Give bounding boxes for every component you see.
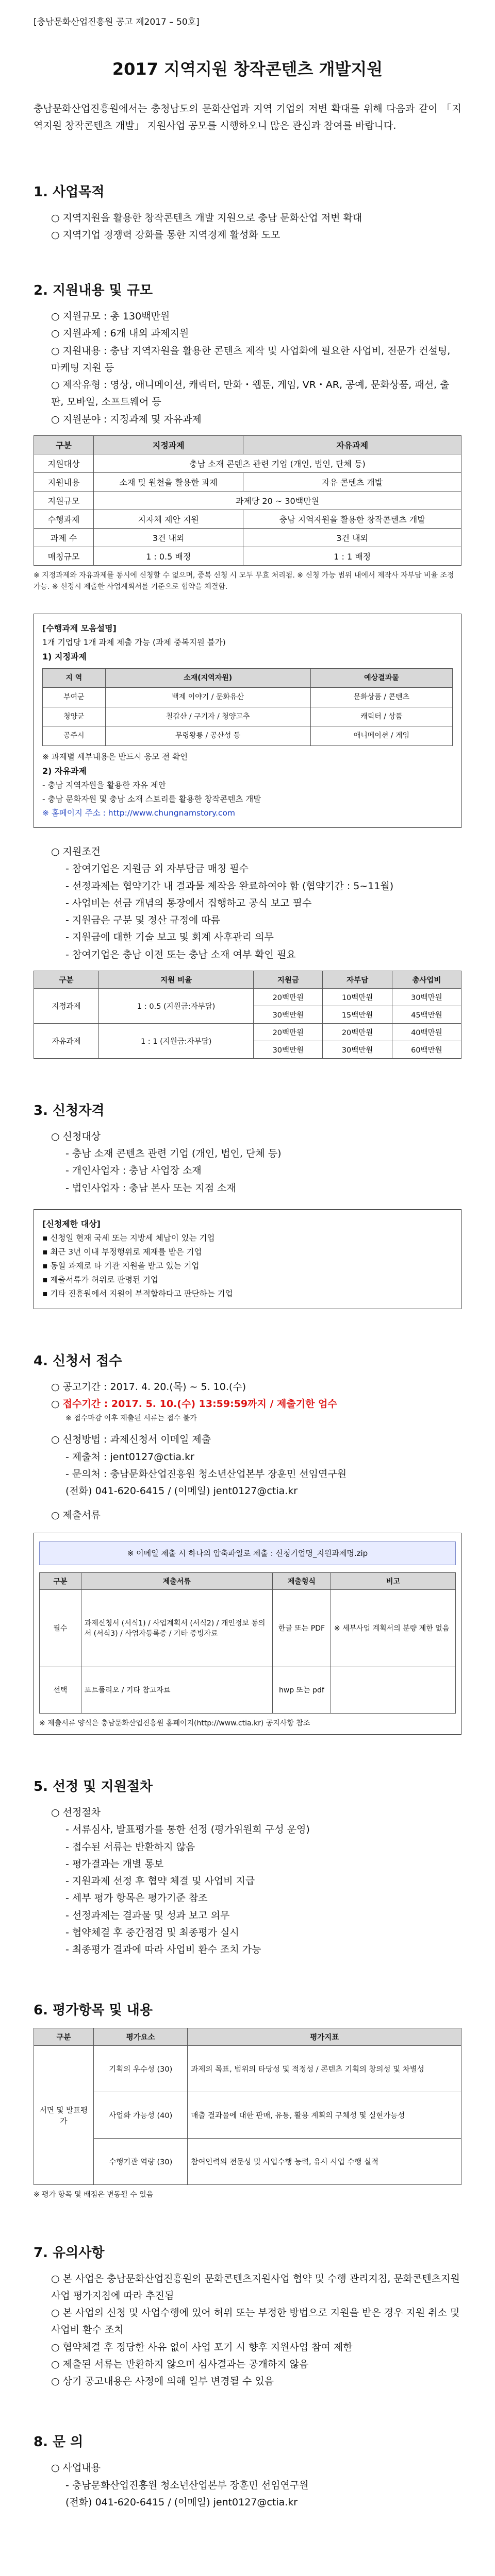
table-header: 구분 <box>40 1572 81 1589</box>
table-cell: 60백만원 <box>392 1041 461 1058</box>
list-item-text: 지역기업 경쟁력 강화를 통한 지역경제 활성화 도모 <box>62 229 280 241</box>
list-item-text: 본 사업의 신청 및 사업수행에 있어 허위 또는 부정한 방법으로 지원을 받은 경우 지원 취소 및 사업비 환수 조치 <box>51 2307 460 2336</box>
section-selection <box>34 1776 461 1958</box>
table-cell: 지원규모 <box>34 491 94 510</box>
list-item: ○ 본 사업은 충남문화산업진흥원의 문화콘텐츠지원사업 협약 및 수행 관리지침, 문화콘텐츠지원사업 평가지침에 따라 추진됨 <box>51 2273 460 2301</box>
table-cell: 지원대상 <box>34 454 94 472</box>
list-item: ○ 지역지원을 활용한 창작콘텐츠 개발 지원으로 충남 문화산업 저변 확대 <box>51 212 362 224</box>
box-line: - 충남 지역자원을 활용한 자유 제안 <box>42 780 166 790</box>
evaluation-table <box>34 2028 461 2185</box>
section-support <box>34 280 461 1059</box>
list-item: - 충남문화산업진흥원 청소년산업본부 장훈민 선임연구원 <box>65 2479 309 2491</box>
table-cell: 청양군 <box>43 707 106 726</box>
table-cell: 필수 <box>40 1589 81 1667</box>
table-header: 비고 <box>331 1572 455 1589</box>
table-cell: 30백만원 <box>392 988 461 1006</box>
box-line: ▪ 최근 3년 이내 부정행위로 제재를 받은 기업 <box>42 1247 202 1257</box>
table-cell: 충남 지역자원을 활용한 창작콘텐츠 개발 <box>243 510 461 528</box>
list-item: ○ 지원규모 : 총 130백만원 <box>51 311 170 322</box>
list-item-text: 지원분야 : 지정과제 및 자유과제 <box>62 413 202 425</box>
designated-task-table <box>42 668 453 746</box>
list-item: ○ 접수기간 : 2017. 5. 10.(수) 13:59:59까지 / 제출기한 엄수 <box>51 1398 337 1410</box>
list-item: ○ 신청대상 <box>51 1130 101 1142</box>
support-conditions <box>34 843 461 963</box>
list-item: ○ 본 사업의 신청 및 사업수행에 있어 허위 또는 부정한 방법으로 지원을 받은 경우 지원 취소 및 사업비 환수 조치 <box>51 2307 460 2336</box>
list-item: ○ 제작유형 : 영상, 애니메이션, 캐릭터, 만화・웹툰, 게임, VR・AR, 공예, 문화상품, 패션, 출판, 모바일, 소프트웨어 등 <box>51 379 450 408</box>
list-item: - 세부 평가 항목은 평가기준 참조 <box>65 1892 208 1904</box>
table-header: 지원금 <box>254 971 323 988</box>
table-cell: 과제당 20 ~ 30백만원 <box>94 491 461 510</box>
table-row <box>43 707 453 726</box>
list-item: ○ 제출된 서류는 반환하지 않으며 심사결과는 공개하지 않음 <box>51 2358 309 2370</box>
list-item: ○ 사업내용 <box>51 2462 101 2474</box>
table-cell: 20백만원 <box>323 1023 392 1041</box>
table-cell: 3건 내외 <box>243 528 461 547</box>
table-header: 제출서류 <box>81 1572 272 1589</box>
list-item: ○ 신청방법 : 과제신청서 이메일 제출 <box>51 1434 211 1446</box>
list-item-text: 제출된 서류는 반환하지 않으며 심사결과는 공개하지 않음 <box>62 2358 309 2370</box>
box-line: 1개 기업당 1개 과제 제출 가능 (과제 중복지원 불가) <box>42 637 226 647</box>
table-header: 총사업비 <box>392 971 461 988</box>
deadline-text: 접수기간 : 2017. 5. 10.(수) 13:59:59까지 / 제출기한 엄수 <box>62 1398 337 1410</box>
section-heading: 3. 신청자격 <box>34 1103 105 1118</box>
table-cell: hwp 또는 pdf <box>272 1667 331 1713</box>
list-item-text: 신청방법 : 과제신청서 이메일 제출 <box>62 1434 211 1446</box>
table-row <box>34 472 461 491</box>
table-header: 제출형식 <box>272 1572 331 1589</box>
table-cell: 수행기관 역량 (30) <box>94 2139 188 2185</box>
list-item: - 지원금은 구분 및 정산 규정에 따름 <box>65 914 221 926</box>
section-evaluation <box>34 1999 461 2200</box>
table-row <box>34 2092 461 2139</box>
list-item-text: 지원내용 : 충남 지역자원을 활용한 콘텐츠 제작 및 사업화에 필요한 사업비, 전문가 컨설팅, 마케팅 지원 등 <box>51 345 451 374</box>
list-item: - 지원금에 대한 기술 보고 및 회계 사후관리 의무 <box>65 931 274 943</box>
table-header: 예상결과물 <box>310 668 452 688</box>
list-item: ○ 상기 공고내용은 사정에 의해 일부 변경될 수 있음 <box>51 2376 274 2387</box>
list-item: ○ 지원내용 : 충남 지역자원을 활용한 콘텐츠 제작 및 사업화에 필요한 사업비, 전문가 컨설팅, 마케팅 지원 등 <box>51 345 451 374</box>
list-item: ○ 협약체결 후 정당한 사유 없이 사업 포기 시 향후 지원사업 참여 제한 <box>51 2341 353 2353</box>
table-cell: 백제 이야기 / 문화유산 <box>105 688 310 707</box>
table-cell: 자유과제 <box>34 1023 99 1058</box>
table-row <box>34 510 461 528</box>
list-item-text: 사업내용 <box>62 2462 101 2474</box>
table-header: 지정과제 <box>94 435 243 454</box>
table-header: 지 역 <box>43 668 106 688</box>
box-line: ※ 과제별 세부내용은 반드시 응모 전 확인 <box>42 752 188 761</box>
list-item: ○ 선정절차 <box>51 1807 101 1819</box>
table-cell: 소재 및 원천을 활용한 과제 <box>94 472 243 491</box>
table-row <box>34 547 461 565</box>
table-cell: 1 : 0.5 (지원금:자부담) <box>99 988 254 1023</box>
table-cell: 10백만원 <box>323 988 392 1006</box>
table-row <box>43 726 453 746</box>
list-item-text: 상기 공고내용은 사정에 의해 일부 변경될 수 있음 <box>62 2376 274 2387</box>
list-item: ○ 지원과제 : 6개 내외 과제지원 <box>51 328 189 340</box>
list-item: - 참여기업은 지원금 외 자부담금 매칭 필수 <box>65 863 249 875</box>
box-line: - 충남 문화자원 및 충남 소재 스토리를 활용한 창작콘텐츠 개발 <box>42 794 261 804</box>
list-item-text: 지역지원을 활용한 창작콘텐츠 개발 지원으로 충남 문화산업 저변 확대 <box>62 212 362 224</box>
table-cell: 선택 <box>40 1667 81 1713</box>
list-item: - 법인사업자 : 충남 본사 또는 지점 소재 <box>65 1182 236 1194</box>
list-item-text: 선정절차 <box>62 1807 101 1819</box>
table-cell: 기획의 우수성 (30) <box>94 2046 188 2092</box>
box-line: ▪ 동일 과제로 타 기관 지원을 받고 있는 기업 <box>42 1261 200 1271</box>
list-item: - 최종평가 결과에 따라 사업비 환수 조치 가능 <box>65 1944 261 1956</box>
box-title: [수행과제 모음설명] <box>42 623 117 633</box>
table-cell: 매칭규모 <box>34 547 94 565</box>
list-item-text: 지원과제 : 6개 내외 과제지원 <box>62 328 189 340</box>
table-row <box>34 1023 461 1041</box>
list-item: - 문의처 : 충남문화산업진흥원 청소년산업본부 장훈민 선임연구원 <box>65 1468 347 1480</box>
section-heading: 2. 지원내용 및 규모 <box>34 283 153 298</box>
table-cell: 공주시 <box>43 726 106 746</box>
contact-info: (전화) 041-620-6415 / (이메일) jent0127@ctia.kr <box>65 2496 298 2508</box>
table-row <box>34 2139 461 2185</box>
table-cell: 무령왕릉 / 공산성 등 <box>105 726 310 746</box>
list-item: ※ 접수마감 이후 제출된 서류는 접수 불가 <box>65 1414 197 1423</box>
table-row <box>40 1589 456 1667</box>
list-item: - 지원과제 선정 후 협약 체결 및 사업비 지급 <box>65 1875 255 1887</box>
table-row <box>34 2046 461 2092</box>
list-item: (전화) 041-620-6415 / (이메일) jent0127@ctia.kr <box>65 1485 298 1497</box>
table-notes: ※ 지정과제와 자유과제를 동시에 신청할 수 없으며, 중복 신청 시 모두 무효 처리됨. ※ 신청 가능 범위 내에서 제작사 자부담 비율 조정 가능. ※ 선정시 제출한 사업계획서를 기준으로 협약을 체결함. <box>34 571 454 591</box>
list-item: - 참여기업은 충남 이전 또는 충남 소재 여부 확인 필요 <box>65 948 296 960</box>
table-cell: 1 : 1 배정 <box>243 547 461 565</box>
notice-number: [충남문화산업진흥원 공고 제2017 – 50호] <box>34 17 200 27</box>
table-cell: ※ 세부사업 계획서의 분량 제한 없음 <box>331 1589 455 1667</box>
task-description-box <box>34 614 461 828</box>
docs-note: ※ 제출서류 양식은 충남문화산업진흥원 홈페이지(http://www.ctia.kr) 공지사항 참조 <box>39 1719 310 1727</box>
list-item: - 평가결과는 개별 통보 <box>65 1858 164 1870</box>
box-title: [신청제한 대상] <box>42 1218 101 1229</box>
list-item-text: 지원규모 : 총 130백만원 <box>62 311 170 322</box>
table-cell: 30백만원 <box>254 1006 323 1023</box>
table-cell: 캐릭터 / 상품 <box>310 707 452 726</box>
table-header: 평가지표 <box>188 2028 461 2046</box>
homepage-link[interactable]: ※ 홈페이지 주소 : http://www.chungnamstory.com <box>42 808 236 818</box>
section-heading: 5. 선정 및 지원절차 <box>34 1779 153 1795</box>
list-item-text: 본 사업은 충남문화산업진흥원의 문화콘텐츠지원사업 협약 및 수행 관리지침, 문화콘텐츠지원사업 평가지침에 따라 추진됨 <box>51 2273 460 2301</box>
table-cell: 과제신청서 (서식1) / 사업계획서 (서식2) / 개인정보 동의서 (서식3) / 사업자등록증 / 기타 증빙자료 <box>81 1589 272 1667</box>
matching-table <box>34 971 461 1059</box>
table-cell: 30백만원 <box>254 1041 323 1058</box>
table-cell: 20백만원 <box>254 988 323 1006</box>
list-item: ○ 공고기간 : 2017. 4. 20.(목) ~ 5. 10.(수) <box>51 1381 246 1393</box>
submission-banner: ※ 이메일 제출 시 하나의 압축파일로 제출 : 신청기업명_지원과제명.zip <box>39 1541 456 1565</box>
list-item-text: 협약체결 후 정당한 사유 없이 사업 포기 시 향후 지원사업 참여 제한 <box>62 2341 353 2353</box>
section-application <box>34 1350 461 1735</box>
table-cell: 사업화 가능성 (40) <box>94 2092 188 2139</box>
restriction-box <box>34 1209 461 1309</box>
table-cell: 문화상품 / 콘텐츠 <box>310 688 452 707</box>
table-row <box>34 454 461 472</box>
table-cell: 지원내용 <box>34 472 94 491</box>
table-row <box>34 491 461 510</box>
table-cell: 매출 결과물에 대한 판매, 유통, 활용 계획의 구체성 및 실현가능성 <box>188 2092 461 2139</box>
section-contact <box>34 2431 461 2511</box>
table-cell: 40백만원 <box>392 1023 461 1041</box>
box-line: 2) 자유과제 <box>42 766 87 776</box>
list-item: - 사업비는 선금 개념의 통장에서 집행하고 공식 보고 필수 <box>65 897 312 909</box>
table-row <box>40 1667 456 1713</box>
intro-paragraph: 충남문화산업진흥원에서는 충청남도의 문화산업과 지역 기업의 저변 확대를 위해 다음과 같이 「지역지원 창작콘텐츠 개발」 지원사업 공모를 시행하오니 많은 관심과 참여를 바랍니다. <box>34 103 461 132</box>
list-item: ○ 지역기업 경쟁력 강화를 통한 지역경제 활성화 도모 <box>51 229 280 241</box>
list-item: ○ 지원분야 : 지정과제 및 자유과제 <box>51 413 202 425</box>
section-heading: 7. 유의사항 <box>34 2245 105 2261</box>
table-cell: 포트폴리오 / 기타 참고자료 <box>81 1667 272 1713</box>
table-row <box>34 528 461 547</box>
section-cautions <box>34 2242 461 2391</box>
list-item <box>34 1449 461 1466</box>
table-cell: 충남 소재 콘텐츠 관련 기업 (개인, 법인, 단체 등) <box>94 454 461 472</box>
table-cell: 45백만원 <box>392 1006 461 1023</box>
list-item: - 선정과제는 협약기간 내 결과물 제작을 완료하여야 함 (협약기간 : 5~11월) <box>65 880 394 892</box>
email-link[interactable]: - 제출처 : jent0127@ctia.kr <box>65 1451 194 1463</box>
table-cell: 칠갑산 / 구기자 / 청양고추 <box>105 707 310 726</box>
table-cell: 20백만원 <box>254 1023 323 1041</box>
table-header: 구분 <box>34 435 94 454</box>
table-cell: 1 : 1 (지원금:자부담) <box>99 1023 254 1058</box>
box-line: ▪ 제출서류가 허위로 판명된 기업 <box>42 1275 158 1285</box>
table-cell <box>331 1667 455 1713</box>
table-row <box>34 988 461 1006</box>
table-header: 평가요소 <box>94 2028 188 2046</box>
submission-docs-box <box>34 1533 461 1735</box>
page-title: 2017 지역지원 창작콘텐츠 개발지원 <box>112 59 383 79</box>
section-heading: 6. 평가항목 및 내용 <box>34 2003 153 2019</box>
table-cell: 서면 및 발표평가 <box>34 2046 94 2185</box>
table-cell: 애니메이션 / 게임 <box>310 726 452 746</box>
box-line: ▪ 기타 진흥원에서 지원이 부적합하다고 판단하는 기업 <box>42 1289 233 1299</box>
list-item-text: 공고기간 : 2017. 4. 20.(목) ~ 5. 10.(수) <box>62 1381 246 1393</box>
box-line: 1) 지정과제 <box>42 651 87 662</box>
section-purpose <box>34 181 461 244</box>
table-cell: 지정과제 <box>34 988 99 1023</box>
list-item: - 접수된 서류는 반환하지 않음 <box>65 1841 195 1853</box>
table-cell: 자유 콘텐츠 개발 <box>243 472 461 491</box>
table-cell: 수행과제 <box>34 510 94 528</box>
list-item: - 협약체결 후 중간점검 및 최종평가 실시 <box>65 1926 239 1938</box>
table-cell: 1 : 0.5 배정 <box>94 547 243 565</box>
list-item: - 선정과제는 결과물 및 성과 보고 의무 <box>65 1909 230 1921</box>
evaluation-note: ※ 평가 항목 및 배점은 변동될 수 있음 <box>34 2191 154 2199</box>
submission-docs-table <box>39 1572 456 1714</box>
list-item: ○ 제출서류 <box>51 1510 101 1521</box>
table-cell: 3건 내외 <box>94 528 243 547</box>
table-header: 자부담 <box>323 971 392 988</box>
section-heading: 4. 신청서 접수 <box>34 1353 122 1369</box>
list-item: - 개인사업자 : 충남 사업장 소재 <box>65 1165 202 1177</box>
list-item-text: 제출서류 <box>62 1510 101 1521</box>
list-item: - 충남 소재 콘텐츠 관련 기업 (개인, 법인, 단체 등) <box>65 1148 282 1160</box>
list-item: ○ 지원조건 <box>51 846 101 858</box>
table-header: 소재(지역자원) <box>105 668 310 688</box>
section-heading: 8. 문 의 <box>34 2434 84 2450</box>
section-heading: 1. 사업목적 <box>34 184 105 200</box>
table-header: 자유과제 <box>243 435 461 454</box>
list-item: - 서류심사, 발표평가를 통한 선정 (평가위원회 구성 운영) <box>65 1824 310 1836</box>
table-header: 지원 비율 <box>99 971 254 988</box>
table-header: 구분 <box>34 971 99 988</box>
table-cell: 15백만원 <box>323 1006 392 1023</box>
table-cell: 지자체 제안 지원 <box>94 510 243 528</box>
table-row <box>43 688 453 707</box>
section-eligibility <box>34 1100 461 1309</box>
list-item-text: 지원조건 <box>62 846 101 858</box>
table-header: 구분 <box>34 2028 94 2046</box>
table-cell: 30백만원 <box>323 1041 392 1058</box>
list-item-text: 제작유형 : 영상, 애니메이션, 캐릭터, 만화・웹툰, 게임, VR・AR, 공예, 문화상품, 패션, 출판, 모바일, 소프트웨어 등 <box>51 379 450 408</box>
box-line: ▪ 신청일 현재 국세 또는 지방세 체납이 있는 기업 <box>42 1233 215 1243</box>
table-cell: 과제의 목표, 범위의 타당성 및 적정성 / 콘텐츠 기획의 창의성 및 차별성 <box>188 2046 461 2092</box>
support-table <box>34 435 461 566</box>
table-cell: 한글 또는 PDF <box>272 1589 331 1667</box>
list-item-text: 신청대상 <box>62 1130 101 1142</box>
table-cell: 부여군 <box>43 688 106 707</box>
table-cell: 과제 수 <box>34 528 94 547</box>
table-cell: 참여인력의 전문성 및 사업수행 능력, 유사 사업 수행 실적 <box>188 2139 461 2185</box>
